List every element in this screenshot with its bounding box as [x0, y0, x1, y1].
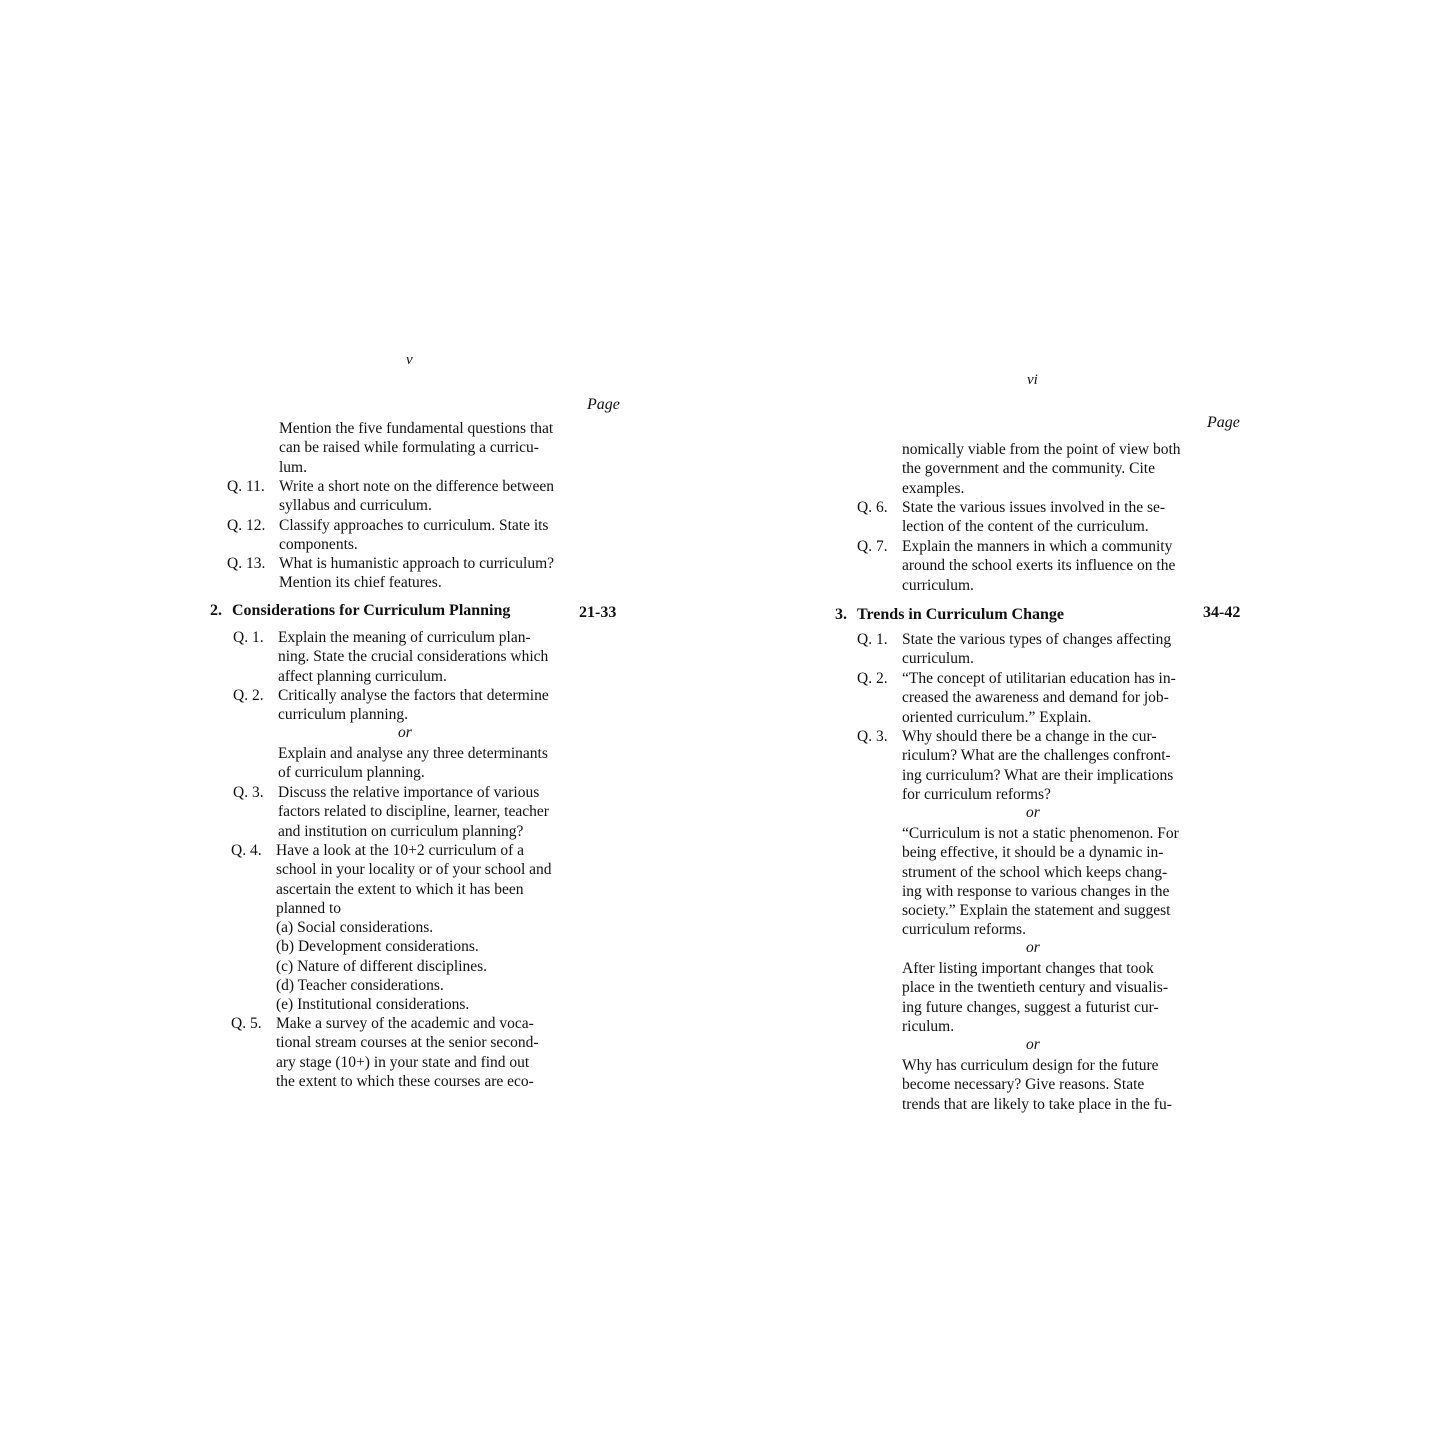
text-line: strument of the school which keeps chang-: [902, 863, 1168, 881]
section-title: Considerations for Curriculum Planning: [232, 602, 511, 619]
question-text: [902, 630, 1171, 669]
right-folio: vi: [1027, 372, 1038, 388]
text-line: State the various types of changes affecting: [902, 631, 1172, 648]
section-title: Trends in Curriculum Change: [857, 606, 1064, 623]
text-line: Make a survey of the academic and voca-: [276, 1015, 534, 1032]
text-line: curriculum.: [902, 650, 974, 668]
text-line: for curriculum reforms?: [902, 785, 1051, 803]
question-number: Q. 1.: [233, 629, 264, 646]
text-line: society.” Explain the statement and suggest: [902, 902, 1171, 920]
text-line: “Curriculum is not a static phenomenon. For: [902, 825, 1179, 842]
text-line: Critically analyse the factors that determine: [278, 687, 549, 704]
text-line: the extent to which these courses are eco-: [276, 1072, 534, 1090]
question-number: Q. 2.: [857, 670, 888, 687]
question-number: Q. 3.: [857, 728, 888, 745]
question-number: Q. 4.: [231, 842, 262, 859]
text-line: can be raised while formulating a curricu-: [279, 439, 539, 457]
alternative-question-text: [902, 1056, 1172, 1114]
text-line: Classify approaches to curriculum. State its: [279, 517, 549, 534]
question-text: [279, 516, 548, 555]
text-line: Write a short note on the difference between: [279, 478, 554, 495]
text-line: factors related to discipline, learner, teacher: [278, 803, 549, 821]
text-line: “The concept of utilitarian education has in-: [902, 670, 1176, 687]
list-item: (d) Teacher considerations.: [276, 977, 444, 995]
text-line: Why has curriculum design for the future: [902, 1057, 1159, 1074]
question-text: [278, 628, 548, 686]
text-line: the government and the community. Cite: [902, 460, 1155, 478]
text-line: Mention its chief features.: [279, 574, 442, 592]
text-line: Explain and analyse any three determinants: [278, 745, 548, 762]
text-line: of curriculum planning.: [278, 764, 425, 782]
text-line: curriculum reforms.: [902, 921, 1026, 939]
text-line: ary stage (10+) in your state and find out: [276, 1053, 530, 1071]
text-line: ing future changes, suggest a futurist cur-: [902, 998, 1159, 1016]
question-number: Q. 1.: [857, 631, 888, 648]
text-line: curriculum planning.: [278, 706, 408, 724]
text-line: components.: [279, 536, 358, 554]
text-line: After listing important changes that took: [902, 960, 1154, 977]
left-folio: v: [406, 352, 413, 368]
section-heading: [835, 606, 1064, 624]
text-line: What is humanistic approach to curriculum?: [279, 555, 555, 572]
text-line: Explain the meaning of curriculum plan-: [278, 629, 531, 646]
question-number: Q. 7.: [857, 538, 888, 555]
section-number: 3.: [835, 606, 847, 623]
text-line: lum.: [279, 458, 307, 476]
question-text: [276, 1014, 539, 1091]
text-line: syllabus and curriculum.: [279, 497, 432, 515]
text-line: around the school exerts its influence on the: [902, 557, 1176, 575]
section-page-range: 34-42: [1203, 604, 1241, 621]
text-line: examples.: [902, 479, 965, 497]
text-line: affect planning curriculum.: [278, 667, 447, 685]
question-number: Q. 11.: [227, 478, 265, 495]
text-line: ascertain the extent to which it has been: [276, 880, 524, 898]
text-line: ing with response to various changes in the: [902, 882, 1170, 900]
section-page-range: 21-33: [579, 604, 617, 621]
text-line: ing curriculum? What are their implications: [902, 766, 1174, 784]
or-separator: or: [398, 724, 412, 741]
text-line: State the various issues involved in the se-: [902, 499, 1166, 516]
text-line: Mention the five fundamental questions that: [279, 420, 554, 437]
text-line: riculum? What are the challenges confront-: [902, 747, 1171, 765]
section-number: 2.: [210, 602, 222, 619]
text-line: planned to: [276, 899, 341, 917]
list-item: (a) Social considerations.: [276, 919, 434, 937]
section-heading: [210, 602, 510, 620]
question-text: [276, 841, 552, 1015]
question-number: Q. 3.: [233, 784, 264, 801]
question-text: [902, 727, 1173, 804]
text-line: oriented curriculum.” Explain.: [902, 708, 1092, 726]
alternative-question-text: [902, 824, 1179, 940]
question-number: Q. 2.: [233, 687, 264, 704]
question-text: [278, 783, 549, 841]
text-line: place in the twentieth century and visualis-: [902, 979, 1168, 997]
list-item: (e) Institutional considerations.: [276, 996, 470, 1014]
question-text: [279, 477, 554, 516]
alternative-question-text: [902, 959, 1168, 1036]
question-number: Q. 6.: [857, 499, 888, 516]
text-line: ning. State the crucial considerations which: [278, 648, 549, 666]
text-line: creased the awareness and demand for job-: [902, 689, 1169, 707]
text-line: lection of the content of the curriculum.: [902, 518, 1149, 536]
question-text: [902, 669, 1176, 727]
or-separator: or: [1026, 939, 1040, 956]
question-text: [279, 554, 554, 593]
question-text: [278, 686, 549, 725]
text-line: riculum.: [902, 1017, 955, 1035]
text-line: and institution on curriculum planning?: [278, 822, 524, 840]
text-line: trends that are likely to take place in the fu-: [902, 1095, 1172, 1113]
alternative-question-text: [278, 744, 548, 783]
question-text: [902, 498, 1165, 537]
text-line: tional stream courses at the senior second-: [276, 1034, 539, 1052]
text-line: become necessary? Give reasons. State: [902, 1076, 1145, 1094]
question-number: Q. 13.: [227, 555, 266, 572]
text-line: Discuss the relative importance of various: [278, 784, 540, 801]
text-line: Explain the manners in which a community: [902, 538, 1173, 555]
question-number: Q. 12.: [227, 517, 266, 534]
or-separator: or: [1026, 804, 1040, 821]
text-line: school in your locality or of your school and: [276, 861, 552, 879]
text-line: Why should there be a change in the cur-: [902, 728, 1157, 745]
left-page-header: Page: [587, 396, 620, 413]
left-continuation-text: [279, 419, 553, 477]
list-item: (b) Development considerations.: [276, 938, 479, 956]
question-text: [902, 537, 1175, 595]
question-number: Q. 5.: [231, 1015, 262, 1032]
text-line: nomically viable from the point of view both: [902, 441, 1181, 458]
right-page-header: Page: [1207, 414, 1240, 431]
right-continuation-text: [902, 440, 1181, 498]
text-line: Have a look at the 10+2 curriculum of a: [276, 842, 525, 859]
text-line: being effective, it should be a dynamic in-: [902, 844, 1164, 862]
or-separator: or: [1026, 1036, 1040, 1053]
list-item: (c) Nature of different disciplines.: [276, 957, 488, 975]
text-line: curriculum.: [902, 576, 974, 594]
